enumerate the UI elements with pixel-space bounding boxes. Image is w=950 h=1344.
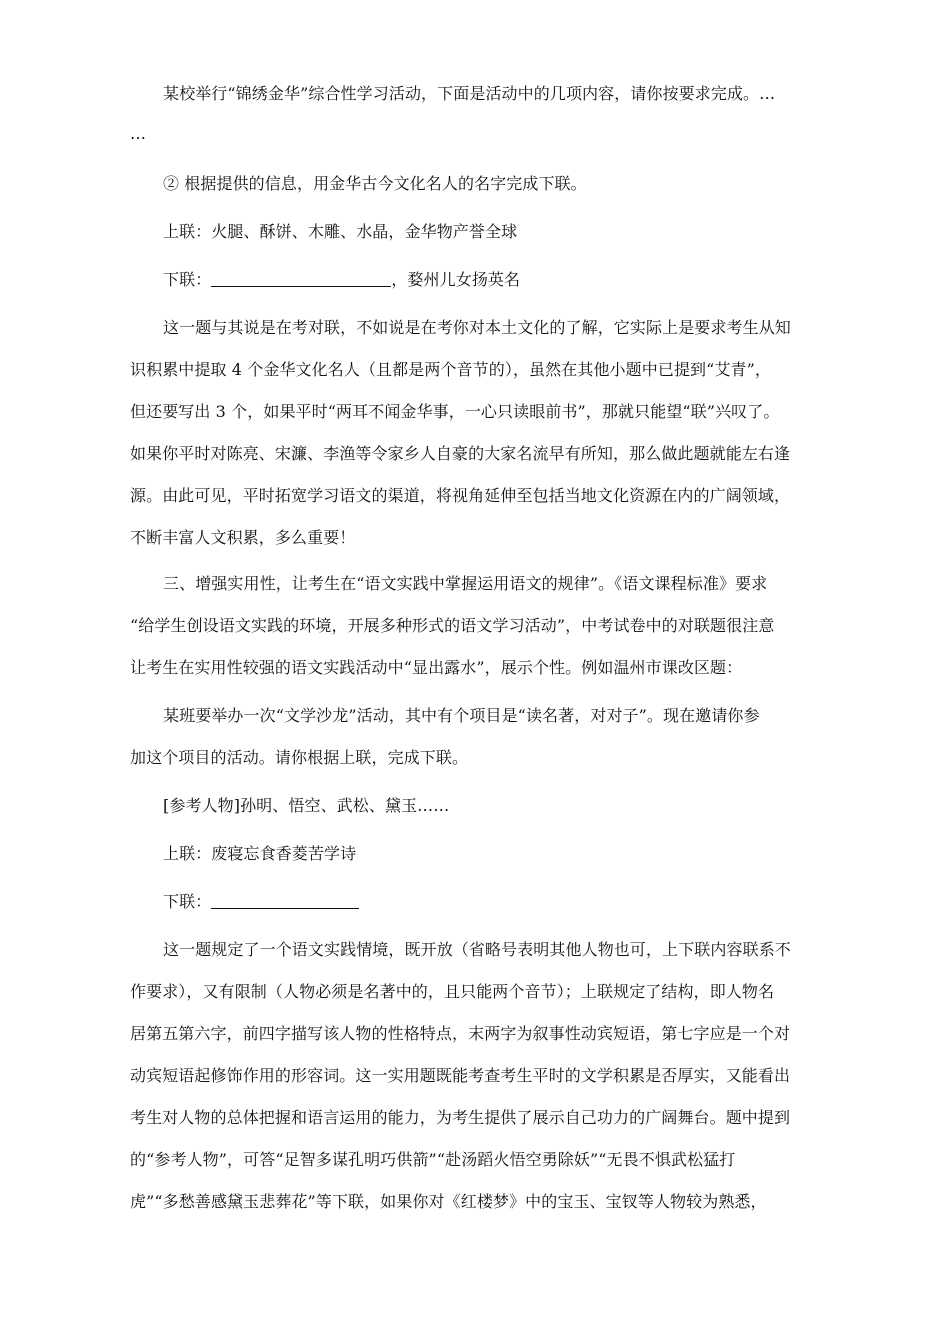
upper-couplet-1: 上联：火腿、酥饼、木雕、水晶，金华物产誉全球	[163, 222, 518, 241]
lower-couplet-label: 下联：	[163, 892, 212, 911]
instruction-line: ② 根据提供的信息，用金华古今文化名人的名字完成下联。	[163, 174, 587, 193]
paragraph-line: 这一题与其说是在考对联，不如说是在考你对本土文化的了解，它实际上是要求考生从知	[163, 318, 791, 337]
paragraph-line: 三、增强实用性，让考生在“语文实践中掌握运用语文的规律”。《语文课程标准》要求	[163, 574, 768, 593]
lower-couplet-2	[163, 892, 359, 912]
paragraph-line: 让考生在实用性较强的语文实践活动中“显出露水”，展示个性。例如温州市课改区题：	[130, 658, 743, 677]
paragraph-line: 某班要举办一次“文学沙龙”活动，其中有个项目是“读名著，对对子”。现在邀请你参	[163, 706, 760, 725]
paragraph-line: 某校举行“锦绣金华”综合性学习活动，下面是活动中的几项内容，请你按要求完成。…	[163, 84, 776, 103]
paragraph-line: 虎”“多愁善感黛玉悲葬花”等下联，如果你对《红楼梦》中的宝玉、宝钗等人物较为熟悉，	[130, 1192, 767, 1211]
answer-blank[interactable]	[211, 894, 359, 909]
paragraph-line: 不断丰富人文积累，多么重要！	[130, 528, 356, 547]
paragraph-line: 作要求），又有限制（人物必须是名著中的，且只能两个音节）；上联规定了结构，即人物名	[130, 982, 775, 1001]
lower-couplet-suffix: ，婺州儿女扬英名	[391, 270, 521, 289]
paragraph-line: 居第五第六字，前四字描写该人物的性格特点，末两字为叙事性动宾短语，第七字应是一个对	[130, 1024, 791, 1043]
paragraph-line: 如果你平时对陈亮、宋濂、李渔等令家乡人自豪的大家名流早有所知，那么做此题就能左右逢	[130, 444, 791, 463]
paragraph-line: …	[130, 124, 147, 143]
answer-blank[interactable]	[211, 272, 391, 287]
paragraph-line: 考生对人物的总体把握和语言运用的能力，为考生提供了展示自己功力的广阔舞台。题中提到	[130, 1108, 791, 1127]
lower-couplet-label: 下联：	[163, 270, 212, 289]
upper-couplet-2: 上联：废寝忘食香菱苦学诗	[163, 844, 357, 863]
paragraph-line: 动宾短语起修饰作用的形容词。这一实用题既能考查考生平时的文学积累是否厚实，又能看出	[130, 1066, 791, 1085]
paragraph-line: 这一题规定了一个语文实践情境，既开放（省略号表明其他人物也可，上下联内容联系不	[163, 940, 791, 959]
paragraph-line: 加这个项目的活动。请你根据上联，完成下联。	[130, 748, 469, 767]
paragraph-line: 识积累中提取 4 个金华文化名人（且都是两个音节的），虽然在其他小题中已提到“艾青”，	[130, 360, 772, 379]
paragraph-line: “给学生创设语文实践的环境，开展多种形式的语文学习活动”，中考试卷中的对联题很注意	[130, 616, 775, 635]
paragraph-line: 的“参考人物”，可答“足智多谋孔明巧供箭”“赴汤蹈火悟空勇除妖”“无畏不惧武松猛打	[130, 1150, 736, 1169]
paragraph-line: 但还要写出 3 个，如果平时“两耳不闻金华事，一心只读眼前书”，那就只能望“联”兴叹了。	[130, 402, 780, 421]
paragraph-line: 源。由此可见，平时拓宽学习语文的渠道，将视角延伸至包括当地文化资源在内的广阔领域，	[130, 486, 791, 505]
lower-couplet-1	[163, 270, 520, 290]
reference-characters: [参考人物]孙明、悟空、武松、黛玉……	[163, 796, 450, 815]
